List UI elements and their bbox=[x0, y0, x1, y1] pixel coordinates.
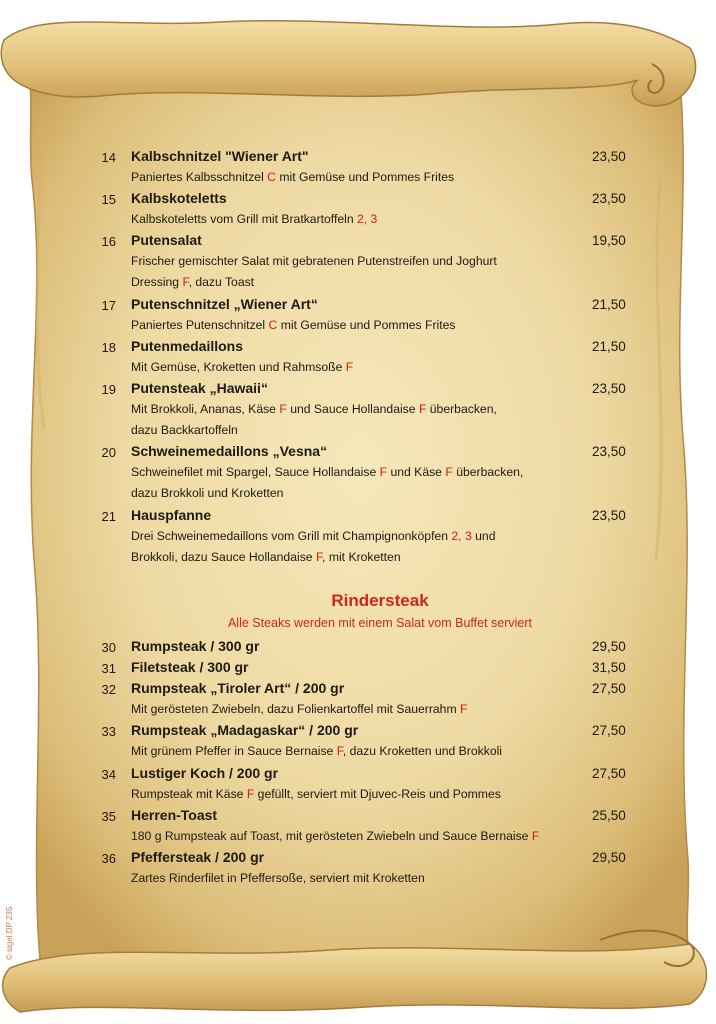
item-title: Pfeffersteak / 200 gr bbox=[131, 849, 265, 865]
description-text: überbacken, bbox=[426, 402, 497, 416]
description-text: und Käse bbox=[387, 465, 446, 479]
item-title: Kalbschnitzel "Wiener Art" bbox=[131, 148, 309, 164]
item-description bbox=[131, 357, 353, 378]
menu-item-15 bbox=[0, 188, 716, 210]
item-title: Filetsteak / 300 gr bbox=[131, 659, 249, 675]
description-text: , mit Kroketten bbox=[322, 550, 401, 564]
item-title: Herren-Toast bbox=[131, 807, 218, 823]
description-text: Zartes Rinderfilet in Pfeffersoße, serviert mit Kroketten bbox=[131, 871, 425, 885]
item-title: Lustiger Koch / 200 gr bbox=[131, 765, 279, 781]
item-number: 14 bbox=[101, 150, 116, 165]
item-description bbox=[131, 547, 401, 568]
menu-item-14 bbox=[0, 146, 716, 168]
item-number: 31 bbox=[101, 661, 116, 676]
item-price: 29,50 bbox=[592, 639, 626, 654]
menu-item-17 bbox=[0, 294, 716, 316]
item-description bbox=[131, 399, 497, 420]
description-text: , dazu Toast bbox=[188, 275, 255, 289]
item-description bbox=[131, 826, 539, 847]
item-price: 25,50 bbox=[592, 808, 626, 823]
item-title: Kalbskoteletts bbox=[131, 190, 227, 206]
item-description bbox=[131, 209, 377, 230]
item-price: 31,50 bbox=[592, 660, 626, 675]
description-text: Paniertes Kalbsschnitzel bbox=[131, 170, 268, 184]
item-number: 16 bbox=[101, 234, 116, 249]
item-price: 23,50 bbox=[592, 149, 626, 164]
item-price: 23,50 bbox=[592, 444, 626, 459]
description-text: Dressing bbox=[131, 275, 183, 289]
item-description bbox=[131, 526, 495, 547]
description-text: Mit Gemüse, Kroketten und Rahmsoße bbox=[131, 360, 346, 374]
description-text: gefüllt, serviert mit Djuvec-Reis und Pommes bbox=[254, 787, 501, 801]
description-text: dazu Brokkoli und Kroketten bbox=[131, 486, 284, 500]
description-text: und bbox=[471, 529, 496, 543]
item-description bbox=[131, 784, 501, 805]
allergen-code: F bbox=[531, 829, 540, 843]
description-text: überbacken, bbox=[452, 465, 524, 479]
item-price: 29,50 bbox=[592, 850, 626, 865]
item-description bbox=[131, 483, 283, 504]
item-number: 20 bbox=[101, 445, 116, 460]
description-text: Schweinefilet mit Spargel, Sauce Hollandaise bbox=[131, 465, 380, 479]
menu-item-34 bbox=[0, 763, 716, 785]
item-title: Putensalat bbox=[131, 232, 202, 248]
menu-item-30 bbox=[0, 636, 716, 658]
item-description bbox=[131, 699, 467, 720]
item-description bbox=[131, 272, 254, 293]
description-text: , dazu Kroketten und Brokkoli bbox=[342, 744, 503, 758]
item-number: 19 bbox=[101, 382, 116, 397]
item-description bbox=[131, 251, 497, 272]
item-description bbox=[131, 462, 523, 483]
description-text: mit Gemüse und Pommes Frites bbox=[277, 318, 456, 332]
item-number: 34 bbox=[101, 767, 116, 782]
item-number: 18 bbox=[101, 340, 116, 355]
description-text: Drei Schweinemedaillons vom Grill mit Champignonköpfen bbox=[131, 529, 452, 543]
item-number: 35 bbox=[101, 809, 116, 824]
item-title: Putenschnitzel „Wiener Art“ bbox=[131, 296, 318, 312]
item-price: 27,50 bbox=[592, 766, 626, 781]
menu-item-36 bbox=[0, 847, 716, 869]
description-text: Mit grünem Pfeffer in Sauce Bernaise bbox=[131, 744, 337, 758]
item-title: Rumpsteak „Madagaskar“ / 200 gr bbox=[131, 722, 359, 738]
item-description bbox=[131, 868, 425, 889]
item-title: Rumpsteak / 300 gr bbox=[131, 638, 260, 654]
allergen-code: F bbox=[315, 550, 323, 564]
item-number: 36 bbox=[101, 851, 116, 866]
allergen-code: F bbox=[345, 360, 354, 374]
item-number: 32 bbox=[101, 682, 116, 697]
allergen-code: F bbox=[279, 402, 287, 416]
allergen-code: F bbox=[246, 787, 255, 801]
item-price: 21,50 bbox=[592, 339, 626, 354]
description-text: und Sauce Hollandaise bbox=[286, 402, 419, 416]
allergen-code: 2, 3 bbox=[451, 529, 472, 543]
item-description bbox=[131, 741, 502, 762]
item-description bbox=[131, 315, 455, 336]
description-text: Mit gerösteten Zwiebeln, dazu Folienkartoffel mit Sauerrahm bbox=[131, 702, 460, 716]
item-price: 27,50 bbox=[592, 681, 626, 696]
menu-item-32 bbox=[0, 678, 716, 700]
item-title: Putenmedaillons bbox=[131, 338, 244, 354]
menu-item-20 bbox=[0, 441, 716, 463]
item-title: Rumpsteak „Tiroler Art“ / 200 gr bbox=[131, 680, 345, 696]
section-title: Rindersteak bbox=[331, 591, 429, 610]
allergen-code: F bbox=[379, 465, 388, 479]
menu-item-31 bbox=[0, 657, 716, 679]
description-text: Mit Brokkoli, Ananas, Käse bbox=[131, 402, 280, 416]
item-price: 23,50 bbox=[592, 508, 626, 523]
item-number: 30 bbox=[101, 640, 116, 655]
menu-item-35 bbox=[0, 805, 716, 827]
menu-item-16 bbox=[0, 230, 716, 252]
description-text: dazu Backkartoffeln bbox=[131, 423, 238, 437]
item-price: 23,50 bbox=[592, 381, 626, 396]
allergen-code: F bbox=[182, 275, 189, 289]
item-price: 23,50 bbox=[592, 191, 626, 206]
description-text: Frischer gemischter Salat mit gebratenen Putenstreifen und Joghurt bbox=[131, 254, 497, 268]
item-price: 27,50 bbox=[592, 723, 626, 738]
item-description bbox=[131, 167, 454, 188]
description-text: 180 g Rumpsteak auf Toast, mit gerösteten Zwiebeln und Sauce Bernaise bbox=[131, 829, 532, 843]
section-subtitle: Alle Steaks werden mit einem Salat vom Buffet serviert bbox=[227, 616, 533, 630]
brand-imprint: © sigel DP 235 bbox=[5, 906, 14, 960]
description-text: Paniertes Putenschnitzel bbox=[131, 318, 269, 332]
allergen-code: F bbox=[460, 702, 468, 716]
item-number: 17 bbox=[101, 298, 116, 313]
allergen-code: F bbox=[445, 465, 453, 479]
allergen-code: C bbox=[268, 318, 278, 332]
item-price: 19,50 bbox=[592, 233, 626, 248]
item-number: 15 bbox=[101, 192, 116, 207]
menu-item-33 bbox=[0, 720, 716, 742]
description-text: Brokkoli, dazu Sauce Hollandaise bbox=[131, 550, 316, 564]
allergen-code: C bbox=[267, 170, 276, 184]
allergen-code: F bbox=[418, 402, 427, 416]
item-title: Hauspfanne bbox=[131, 507, 212, 523]
item-number: 21 bbox=[101, 509, 116, 524]
description-text: Kalbskoteletts vom Grill mit Bratkartoffeln bbox=[131, 212, 357, 226]
description-text: Rumpsteak mit Käse bbox=[131, 787, 247, 801]
menu-item-18 bbox=[0, 336, 716, 358]
allergen-code: 2, 3 bbox=[357, 212, 378, 226]
allergen-code: F bbox=[336, 744, 343, 758]
item-title: Schweinemedaillons „Vesna“ bbox=[131, 443, 328, 459]
item-description bbox=[131, 420, 238, 441]
menu-item-19 bbox=[0, 378, 716, 400]
menu-item-21 bbox=[0, 505, 716, 527]
item-number: 33 bbox=[101, 724, 116, 739]
description-text: mit Gemüse und Pommes Frites bbox=[275, 170, 455, 184]
item-price: 21,50 bbox=[592, 297, 626, 312]
item-title: Putensteak „Hawaii“ bbox=[131, 380, 268, 396]
